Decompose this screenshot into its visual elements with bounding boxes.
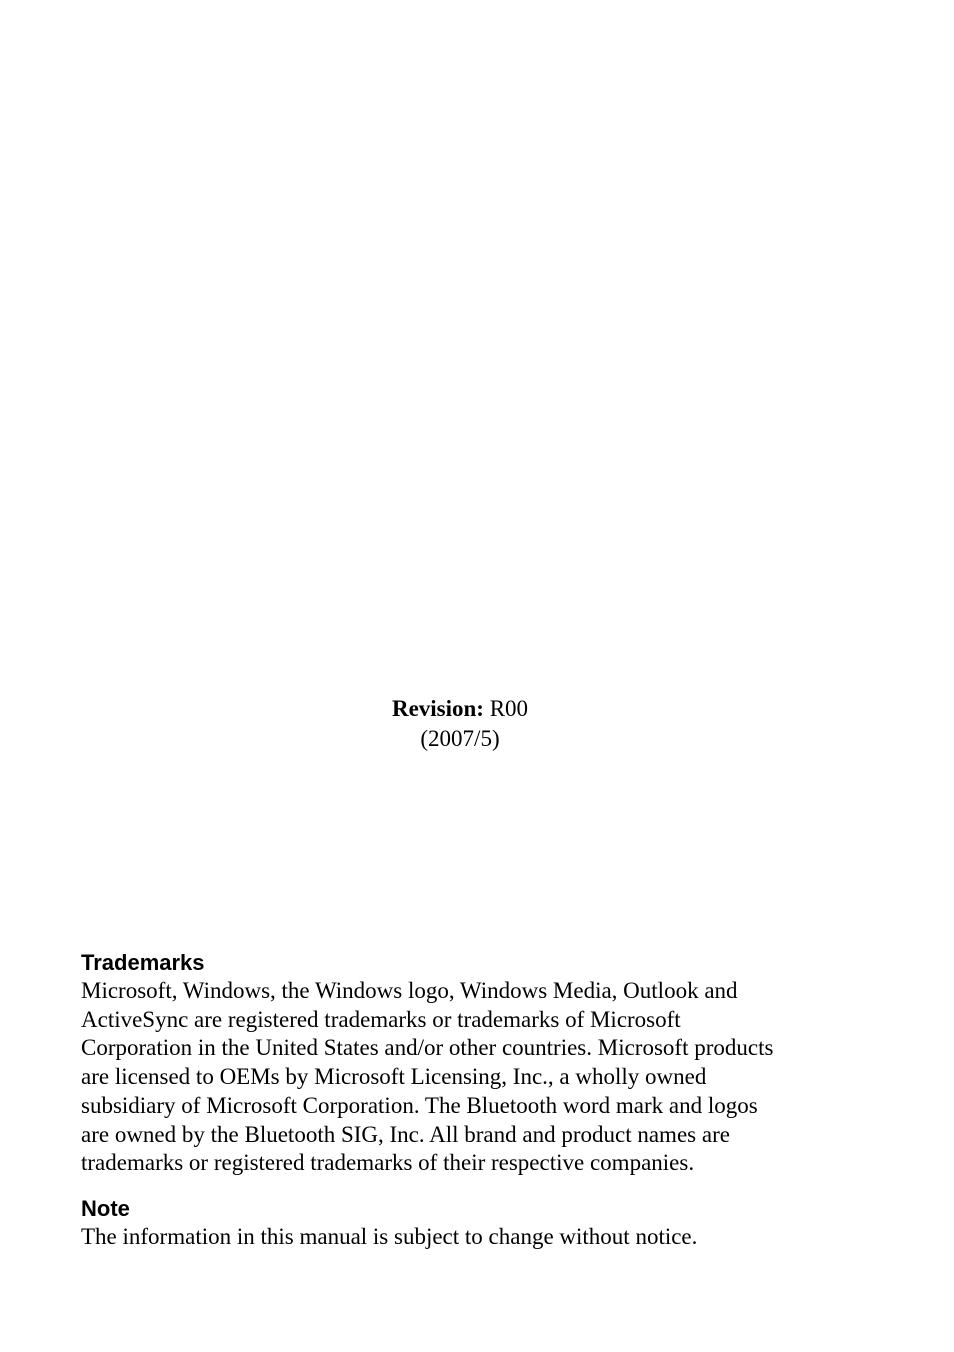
trademarks-line: Corporation in the United States and/or other countries. Microsoft products xyxy=(81,1035,774,1061)
revision-line xyxy=(0,694,920,724)
note-line: The information in this manual is subject to change without notice. xyxy=(81,1224,698,1249)
trademarks-body xyxy=(81,977,851,1178)
note-body xyxy=(81,1223,851,1252)
note-section xyxy=(81,1195,851,1252)
trademarks-line: are owned by the Bluetooth SIG, Inc. All brand and product names are xyxy=(81,1121,730,1147)
trademarks-line: subsidiary of Microsoft Corporation. The Bluetooth word mark and logos xyxy=(81,1092,758,1118)
trademarks-line: Microsoft, Windows, the Windows logo, Windows Media, Outlook and xyxy=(81,978,738,1003)
trademarks-line: trademarks or registered trademarks of their respective companies. xyxy=(81,1150,695,1176)
trademarks-heading: Trademarks xyxy=(81,950,205,975)
revision-block xyxy=(0,694,920,754)
trademarks-line: are licensed to OEMs by Microsoft Licensing, Inc., a wholly owned xyxy=(81,1064,707,1090)
trademarks-section xyxy=(81,949,851,1178)
revision-label: Revision: xyxy=(391,696,484,721)
note-heading: Note xyxy=(81,1196,130,1221)
revision-date: (2007/5) xyxy=(420,726,500,751)
trademarks-line: ActiveSync are registered trademarks or trademarks of Microsoft xyxy=(81,1006,681,1032)
revision-value: R00 xyxy=(483,696,529,721)
